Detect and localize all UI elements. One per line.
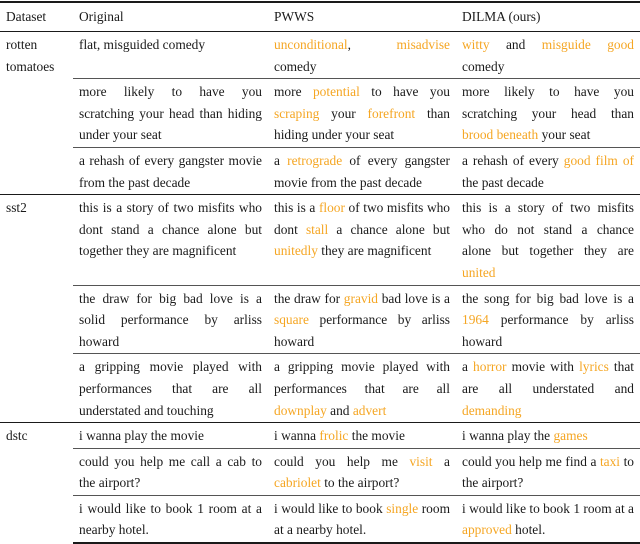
perturbed-word: unconditional	[274, 37, 348, 52]
perturbed-word: united	[462, 264, 496, 280]
header-dataset: Dataset	[6, 8, 47, 24]
text-segment: i wanna	[274, 428, 320, 444]
pwws-cell	[268, 147, 456, 194]
dilma-cell	[456, 423, 640, 449]
text-segment: the draw for	[274, 290, 344, 306]
header-dilma: DILMA (ours)	[462, 8, 541, 24]
original-cell: could you help me call a cab to the airport?	[73, 448, 268, 495]
text-segment: hotel.	[511, 522, 546, 538]
original-cell: this is a story of two misfits who dont stand a chance alone but together they are magnificent	[73, 195, 268, 285]
text-segment: ,	[347, 37, 397, 52]
perturbed-word: games	[553, 428, 588, 444]
perturbed-word: floor	[318, 200, 345, 216]
perturbed-word: good film of	[563, 152, 634, 168]
text-segment: a	[274, 152, 288, 168]
text-segment: a gripping movie played with performances that are all	[274, 359, 450, 396]
text-segment: than hiding under your seat	[274, 105, 451, 143]
original-cell: a gripping movie played with performances that are all understated and touching	[73, 354, 268, 423]
table-row	[0, 423, 640, 449]
table-body	[0, 32, 640, 544]
text-segment: performance by arliss howard	[274, 312, 450, 349]
text-segment: a chance alone but	[328, 221, 450, 237]
perturbed-word: advert	[352, 402, 387, 418]
dataset-cell: dstc	[0, 423, 73, 543]
perturbed-word: potential	[312, 84, 360, 100]
pwws-cell	[268, 495, 456, 543]
perturbed-word: unitedly	[274, 243, 318, 259]
text-segment: this is a story of two misfits who do not stand a chance alone but together they are	[462, 200, 634, 259]
text-segment: to the airport?	[462, 453, 634, 491]
dataset-cell: rotten tomatoes	[6, 37, 55, 74]
text-segment: i would like to book	[274, 500, 387, 516]
text-segment: movie with	[506, 359, 580, 375]
perturbed-word: horror	[473, 359, 507, 375]
perturbed-word: frolic	[319, 428, 349, 444]
pwws-cell	[268, 79, 456, 148]
perturbed-word: gravid	[343, 290, 379, 306]
text-segment: and	[489, 37, 542, 52]
perturbed-word: 1964	[462, 312, 489, 328]
perturbed-word: brood beneath	[462, 127, 539, 143]
text-segment: i wanna play the	[462, 428, 554, 444]
table-row	[0, 448, 640, 495]
pwws-cell	[268, 423, 456, 449]
dilma-cell	[456, 79, 640, 148]
pwws-cell	[268, 448, 456, 495]
perturbed-word: cabriolet	[274, 475, 321, 491]
text-segment: could you help me find a	[462, 453, 600, 469]
text-segment: and	[326, 402, 353, 418]
text-segment: a rehash of every	[462, 152, 564, 168]
perturbed-word: taxi	[599, 453, 621, 469]
text-segment: that are all understated and	[462, 359, 634, 396]
text-segment: performance by arliss howard	[462, 312, 634, 349]
pwws-cell	[268, 32, 456, 79]
header-original: Original	[79, 8, 124, 24]
perturbed-word: visit	[409, 453, 433, 469]
text-segment: could you help me	[274, 453, 410, 469]
pwws-cell	[268, 195, 456, 285]
original-cell: a rehash of every gangster movie from the past decade	[73, 147, 268, 194]
table-row	[0, 285, 640, 354]
table-row	[0, 79, 640, 148]
text-segment: room at a nearby hotel.	[274, 500, 450, 538]
pwws-cell	[268, 285, 456, 354]
dilma-cell	[456, 354, 640, 423]
perturbed-word: misguide good	[541, 37, 634, 52]
text-segment: your	[319, 105, 368, 121]
perturbed-word: square	[274, 312, 309, 328]
perturbed-word: forefront	[367, 105, 416, 121]
perturbed-word: stall	[305, 221, 329, 237]
perturbed-word: demanding	[462, 402, 522, 418]
text-segment: bad love is a	[378, 290, 450, 306]
dilma-cell	[456, 195, 640, 285]
text-segment: this is a	[274, 200, 319, 216]
table-row	[0, 354, 640, 423]
text-segment: of two misfits who dont	[274, 200, 451, 237]
perturbed-word: lyrics	[579, 359, 609, 375]
original-cell: the draw for big bad love is a solid performance by arliss howard	[73, 285, 268, 354]
table-row	[0, 495, 640, 543]
table-row	[0, 147, 640, 194]
text-segment: comedy	[274, 58, 317, 74]
dilma-cell	[456, 147, 640, 194]
table-row	[0, 195, 640, 285]
text-segment: of every gangster movie from the past decade	[274, 152, 450, 190]
text-segment: i would like to book 1 room at a	[462, 500, 634, 516]
text-segment: more likely to have you scratching your head than	[462, 84, 634, 121]
original-cell: i would like to book 1 room at a nearby hotel.	[73, 495, 268, 543]
dilma-cell	[456, 448, 640, 495]
dataset-cell: sst2	[0, 195, 73, 423]
perturbed-word: misadvise	[396, 37, 450, 52]
text-segment: the past decade	[462, 174, 544, 190]
text-segment: comedy	[462, 58, 505, 74]
text-segment: your seat	[538, 127, 591, 143]
perturbed-word: witty	[462, 37, 490, 52]
text-segment: to the airport?	[320, 475, 400, 491]
text-segment: a	[462, 359, 474, 375]
text-segment: the song for big bad love is a	[462, 290, 634, 306]
header-pwws: PWWS	[274, 8, 315, 24]
pwws-cell	[268, 354, 456, 423]
perturbed-word: single	[386, 500, 419, 516]
perturbed-word: approved	[462, 522, 512, 538]
text-segment: the movie	[348, 428, 405, 444]
dilma-cell	[456, 495, 640, 543]
text-segment: more	[274, 84, 313, 100]
original-cell: more likely to have you scratching your head than hiding under your seat	[73, 79, 268, 148]
table-row	[0, 32, 640, 79]
text-segment: they are magnificent	[317, 243, 432, 259]
original-cell: i wanna play the movie	[73, 423, 268, 449]
dilma-cell	[456, 32, 640, 79]
dilma-cell	[456, 285, 640, 354]
perturbed-word: downplay	[274, 402, 327, 418]
text-segment: to have you	[359, 84, 450, 100]
comparison-table	[0, 1, 640, 544]
perturbed-word: scraping	[274, 105, 320, 121]
text-segment: a	[432, 453, 451, 469]
perturbed-word: retrograde	[287, 152, 343, 168]
original-cell: flat, misguided comedy	[79, 37, 206, 52]
table-header	[0, 2, 640, 32]
